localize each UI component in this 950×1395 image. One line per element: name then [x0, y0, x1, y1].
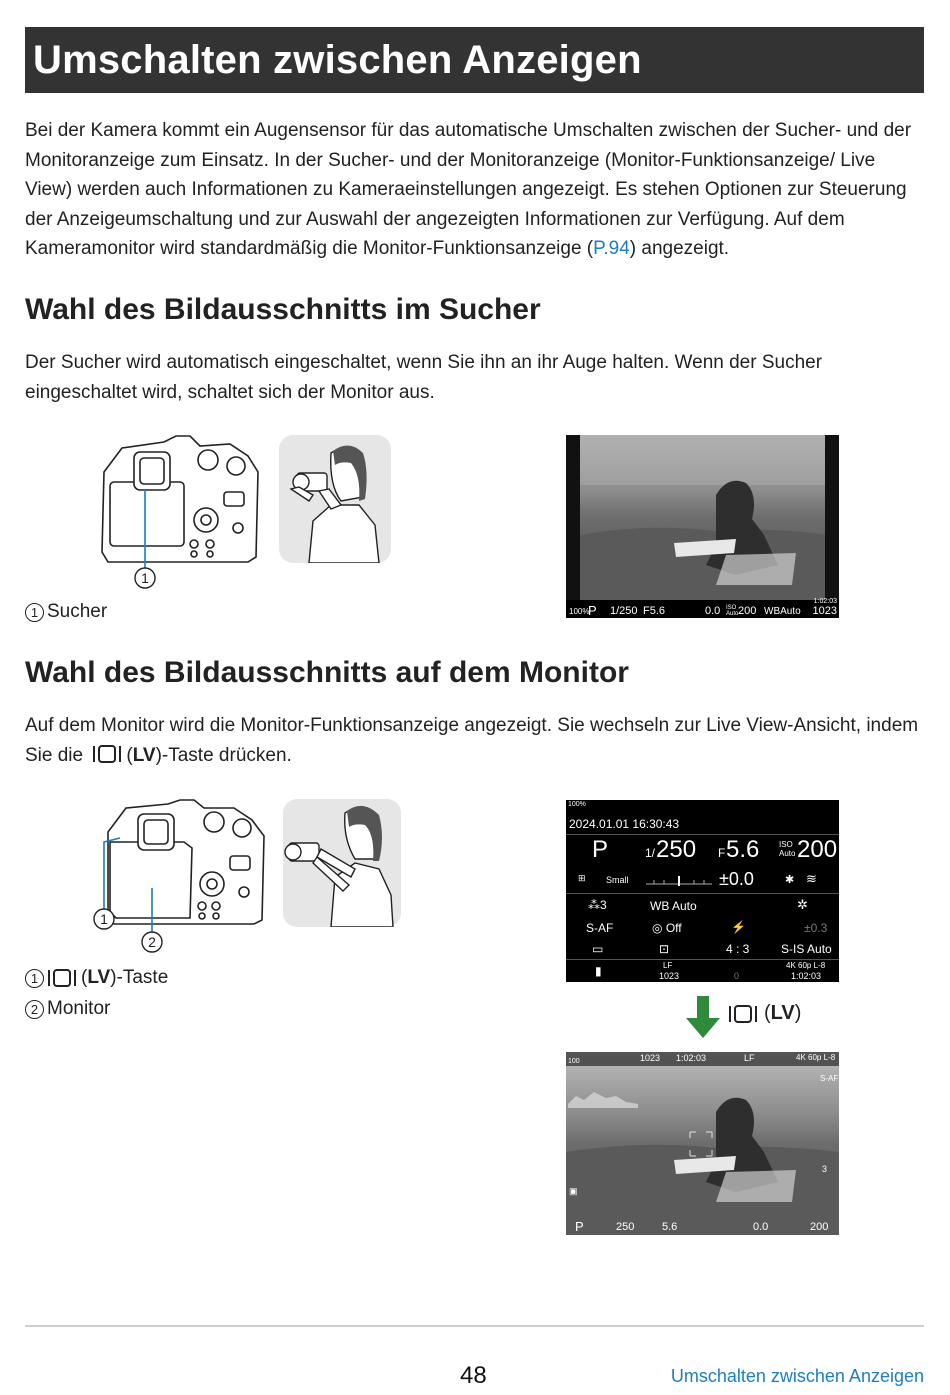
mon-shutter-prefix: 1/ — [645, 846, 656, 860]
mon-aperture-prefix: F — [718, 846, 726, 860]
vf-ev: 0.0 — [705, 605, 721, 617]
ev-scale — [644, 872, 714, 888]
camera-back-illustration — [98, 432, 268, 592]
lv-mode: P — [575, 1219, 584, 1234]
caption-sucher — [25, 601, 107, 623]
caption-number-2: 2 — [25, 1000, 44, 1019]
caption-lv-label: LV — [87, 967, 111, 988]
svg-text:2: 2 — [148, 934, 156, 950]
vf-mode: P — [588, 603, 597, 618]
live-view-image — [566, 1052, 839, 1235]
section2-text-end: -Taste drücken. — [161, 744, 292, 766]
lv-shots: 1023 — [640, 1053, 661, 1063]
section2-heading: Wahl des Bildausschnitts auf dem Monitor — [25, 656, 629, 689]
caption-number-1: 1 — [25, 969, 44, 988]
caption-sucher-text: Sucher — [47, 601, 108, 622]
lv-af: S-AF — [820, 1074, 839, 1083]
mon-shots2: 0 — [734, 971, 740, 981]
lv-quality: LF — [744, 1053, 755, 1063]
page-title-text: Umschalten zwischen Anzeigen — [33, 37, 642, 82]
mon-af: S-AF — [586, 921, 614, 935]
mon-wb: WB Auto — [650, 899, 697, 913]
viewfinder-image — [566, 435, 839, 618]
mon-battery: 100% — [568, 801, 586, 808]
footer-divider — [25, 1325, 924, 1327]
lv-button-label: LV — [132, 744, 156, 766]
vf-aperture: F5.6 — [643, 605, 666, 617]
vf-iso-label: ISO Auto — [726, 605, 739, 617]
vf-wb: WBAuto — [764, 606, 801, 617]
camera-mode-icon: ▣ — [569, 1186, 578, 1196]
lv-video: 4K 60p L-8 — [796, 1053, 836, 1062]
page-link[interactable]: P.94 — [593, 238, 630, 260]
vf-shots: 1023 — [812, 605, 837, 617]
mon-rec-time: 1:02:03 — [791, 971, 822, 981]
vf-shutter: 1/250 — [610, 605, 638, 617]
caption-monitor-text: Monitor — [47, 998, 111, 1019]
card-icon: ▮ — [595, 964, 602, 978]
intro-paragraph — [25, 116, 920, 264]
section1-heading: Wahl des Bildausschnitts im Sucher — [25, 293, 541, 326]
wifi-icon: ≋ — [806, 871, 817, 886]
flash-icon: ⚡ — [731, 920, 746, 934]
caption-monitor — [25, 998, 110, 1020]
mon-mode: P — [592, 836, 609, 863]
svg-text:1: 1 — [100, 911, 108, 927]
mon-iso: 200 — [797, 836, 838, 863]
mon-iso-label: ISO Auto — [779, 840, 796, 858]
mon-shutter: 250 — [656, 836, 697, 863]
section2-text: Auf dem Monitor wird die Monitor-Funktionsanzeige angezeigt. Sie wechseln zur Live View-Ansicht, indem Sie die — [25, 715, 919, 766]
lv-iso: 200 — [810, 1221, 829, 1233]
metering-icon: ▭ — [592, 942, 604, 956]
bluetooth-icon: ✱ — [785, 874, 795, 886]
lv-display-icon — [728, 1004, 758, 1024]
lv-shutter: 250 — [616, 1221, 635, 1233]
settings-icon: ✲ — [797, 897, 808, 912]
mon-size-icon: ⊞ — [578, 873, 586, 883]
page-title — [25, 27, 924, 93]
vf-iso: 200 — [738, 605, 757, 617]
page-number: 48 — [460, 1362, 487, 1389]
svg-text:1: 1 — [141, 570, 149, 586]
section1-paragraph: Der Sucher wird automatisch eingeschaltet, wenn Sie ihn an ihr Auge halten. Wenn der Sucher eingeschaltet wird, schaltet sich der Monitor aus. — [25, 352, 823, 403]
lv-aperture: 5.6 — [662, 1221, 678, 1233]
down-arrow-icon — [686, 996, 720, 1040]
mon-face: ◎ Off — [652, 921, 682, 935]
vf-time: 1:02:03 — [813, 598, 837, 605]
lv-battery: 100 — [568, 1058, 580, 1065]
mon-video: 4K 60p L-8 — [786, 961, 826, 970]
lv-display-icon — [47, 968, 77, 988]
caption-number-1: 1 — [25, 603, 44, 622]
lv-time: 1:02:03 — [676, 1053, 707, 1063]
intro-text-end: ) angezeigt. — [629, 238, 730, 260]
lv-display-icon — [92, 744, 122, 764]
arrow-lv-label: (LV) — [728, 1002, 801, 1025]
vf-battery: 100% — [569, 607, 590, 616]
monitor-function-display — [566, 800, 839, 982]
mon-ev: ±0.0 — [719, 869, 754, 889]
mon-size: Small — [606, 875, 629, 885]
mon-shots: 1023 — [659, 971, 680, 981]
caption-lv-button: 1 (LV) -Taste — [25, 967, 168, 989]
mon-is: S-IS Auto — [781, 942, 832, 956]
mon-aspect: 4 : 3 — [726, 942, 750, 956]
mon-aperture: 5.6 — [726, 836, 760, 863]
person-monitor-illustration — [283, 799, 401, 927]
caption-lv-suffix: -Taste — [116, 967, 169, 988]
lv-drive: 3 — [822, 1164, 828, 1174]
camera-monitor-illustration — [90, 798, 270, 956]
mon-quality: LF — [663, 961, 673, 970]
lv-ev: 0.0 — [753, 1221, 769, 1233]
mon-flash-comp: ±0.3 — [804, 921, 828, 935]
section2-paragraph: Auf dem Monitor wird die Monitor-Funktionsanzeige angezeigt. Sie wechseln zur Live View-Ansicht, indem Sie die (LV)-Taste drücken. — [25, 715, 919, 766]
person-viewfinder-illustration — [279, 435, 391, 563]
intro-text: Bei der Kamera kommt ein Augensensor für das automatische Umschalten zwischen der Sucher- und der Monitoranzeige zum Einsatz. In der Sucher- und der Monitoranzeige (Monitor-Funktionsanzeige/ Live View) werden auch Informationen zu Kameraeinstellungen angezeigt. Es stehen Optionen zur Steuerung der Anzeigeumschaltung und zur Auswahl der angezeigten Informationen zur Verfügung. Auf dem Kameramonitor wird standardmäßig die Monitor-Funktionsanzeige ( — [25, 120, 912, 260]
mon-drive: ⁂3 — [588, 898, 607, 912]
mon-meter-icon: ⊡ — [659, 942, 670, 956]
mon-datetime: 2024.01.01 16:30:43 — [569, 817, 680, 831]
footer-section-link[interactable]: Umschalten zwischen Anzeigen — [670, 1366, 924, 1386]
